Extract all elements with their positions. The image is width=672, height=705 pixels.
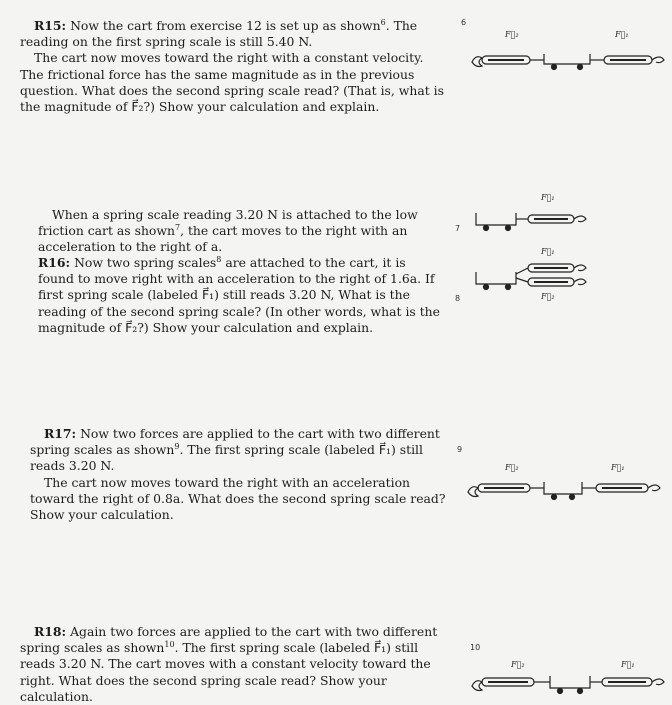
right-hook-icon	[648, 485, 660, 491]
left-hook-icon	[468, 487, 478, 497]
right-hook-icon	[652, 57, 664, 63]
figure-10-f1-label: F⃗₁	[621, 660, 635, 669]
right-hook-icon	[652, 679, 664, 685]
cart-icon	[550, 676, 590, 688]
footnote-ref-6: 6	[380, 17, 386, 27]
cart-icon	[476, 213, 516, 225]
r17-paragraph-2: The cart now moves toward the right with an acceleration toward the right of 0.8a. What does the second spring scale read? Show your calculation.	[30, 474, 446, 523]
r17-label: R17:	[44, 426, 77, 441]
figure-7-f1-label: F⃗₁	[541, 193, 555, 202]
r15-label: R15:	[34, 18, 67, 33]
figure-10-f2-label: F⃗₂	[511, 660, 525, 669]
r15-paragraph-1	[20, 18, 446, 50]
cart-icon	[544, 482, 582, 494]
figure-9-cart-diagram	[466, 474, 662, 510]
r18-text-1b: . The first spring scale (labeled F⃗₁) still reads 3.20 N. The cart moves with a constant velocity toward the right. What does the second spring scale read? Show your calculation.	[20, 640, 431, 704]
hook-icon	[574, 216, 586, 222]
r16-paragraph	[38, 255, 444, 336]
figure-9-number: 9	[457, 445, 463, 454]
footnote-ref-8: 8	[216, 254, 222, 264]
r18-paragraph	[20, 624, 452, 705]
figure-9-f2-label: F⃗₂	[505, 463, 519, 472]
r18-text-1: Again two forces are applied to the cart with two different spring scales as shown	[20, 624, 438, 656]
cart-icon	[476, 272, 516, 284]
problem-r18	[20, 624, 452, 705]
figure-7-number: 7	[455, 224, 461, 233]
left-hook-icon	[472, 57, 482, 67]
cart-icon	[544, 54, 590, 64]
intro-text	[38, 207, 444, 256]
r18-label: R18:	[34, 624, 67, 639]
figure-6-number: 6	[461, 18, 467, 27]
footnote-ref-10: 10	[164, 640, 175, 650]
figure-8-cart-diagram	[472, 258, 594, 294]
figure-8-f1-label: F⃗₁	[541, 247, 555, 256]
r16-label: R16:	[38, 255, 71, 270]
figure-8-number: 8	[455, 294, 461, 303]
hook-2-icon	[574, 279, 586, 285]
footnote-ref-7: 7	[174, 223, 181, 233]
figure-8-f2-label: F⃗₂	[541, 292, 555, 301]
footnote-ref-9: 9	[174, 442, 180, 452]
problem-r17	[30, 426, 450, 523]
r17-text-1: Now two forces are applied to the cart with two different spring scales as shown	[30, 426, 440, 458]
r15-text-1: Now the cart from exercise 12 is set up as shown	[70, 18, 381, 33]
intro-text-1b: , the cart moves to the right with an acceleration to the right of a.	[38, 223, 408, 255]
r15-text-1b: . The reading on the first spring scale is still 5.40 N.	[20, 18, 418, 50]
figure-7-cart-diagram	[472, 205, 594, 237]
intro-text-1: When a spring scale reading 3.20 N is attached to the low friction cart as shown	[38, 207, 418, 239]
figure-6-f2-label: F⃗₂	[505, 30, 519, 39]
figure-10-number: 10	[470, 643, 481, 652]
problem-r16	[38, 255, 444, 336]
r15-paragraph-2: The cart now moves toward the right with a constant velocity. The frictional force has the same magnitude as in the previous question. What does the second spring scale read? (That is, what is the magnitude of F⃗₂?) Show your calculation and explain.	[20, 50, 444, 115]
figure-9-f1-label: F⃗₁	[611, 463, 625, 472]
problem-r15	[20, 18, 446, 115]
r16-text-1b: are attached to the cart, it is found to move right with an acceleration to the right of 1.6a. If first spring scale (labeled F⃗₁) still reads 3.20 N, What is the reading of the second spring scale? (In other words, what is the magnitude of F⃗₂?) Show your calculation and explain.	[38, 255, 440, 335]
r17-paragraph-1	[30, 426, 450, 475]
intro-paragraph	[38, 207, 444, 256]
hook-1-icon	[574, 265, 586, 271]
figure-10-cart-diagram	[470, 670, 666, 700]
r16-text-1: Now two spring scales	[74, 255, 217, 270]
figure-6-cart-diagram	[470, 42, 666, 78]
figure-6-f1-label: F⃗₁	[615, 30, 629, 39]
r17-text-1b: . The first spring scale (labeled F⃗₁) still reads 3.20 N.	[30, 442, 423, 474]
left-hook-icon	[472, 681, 482, 691]
